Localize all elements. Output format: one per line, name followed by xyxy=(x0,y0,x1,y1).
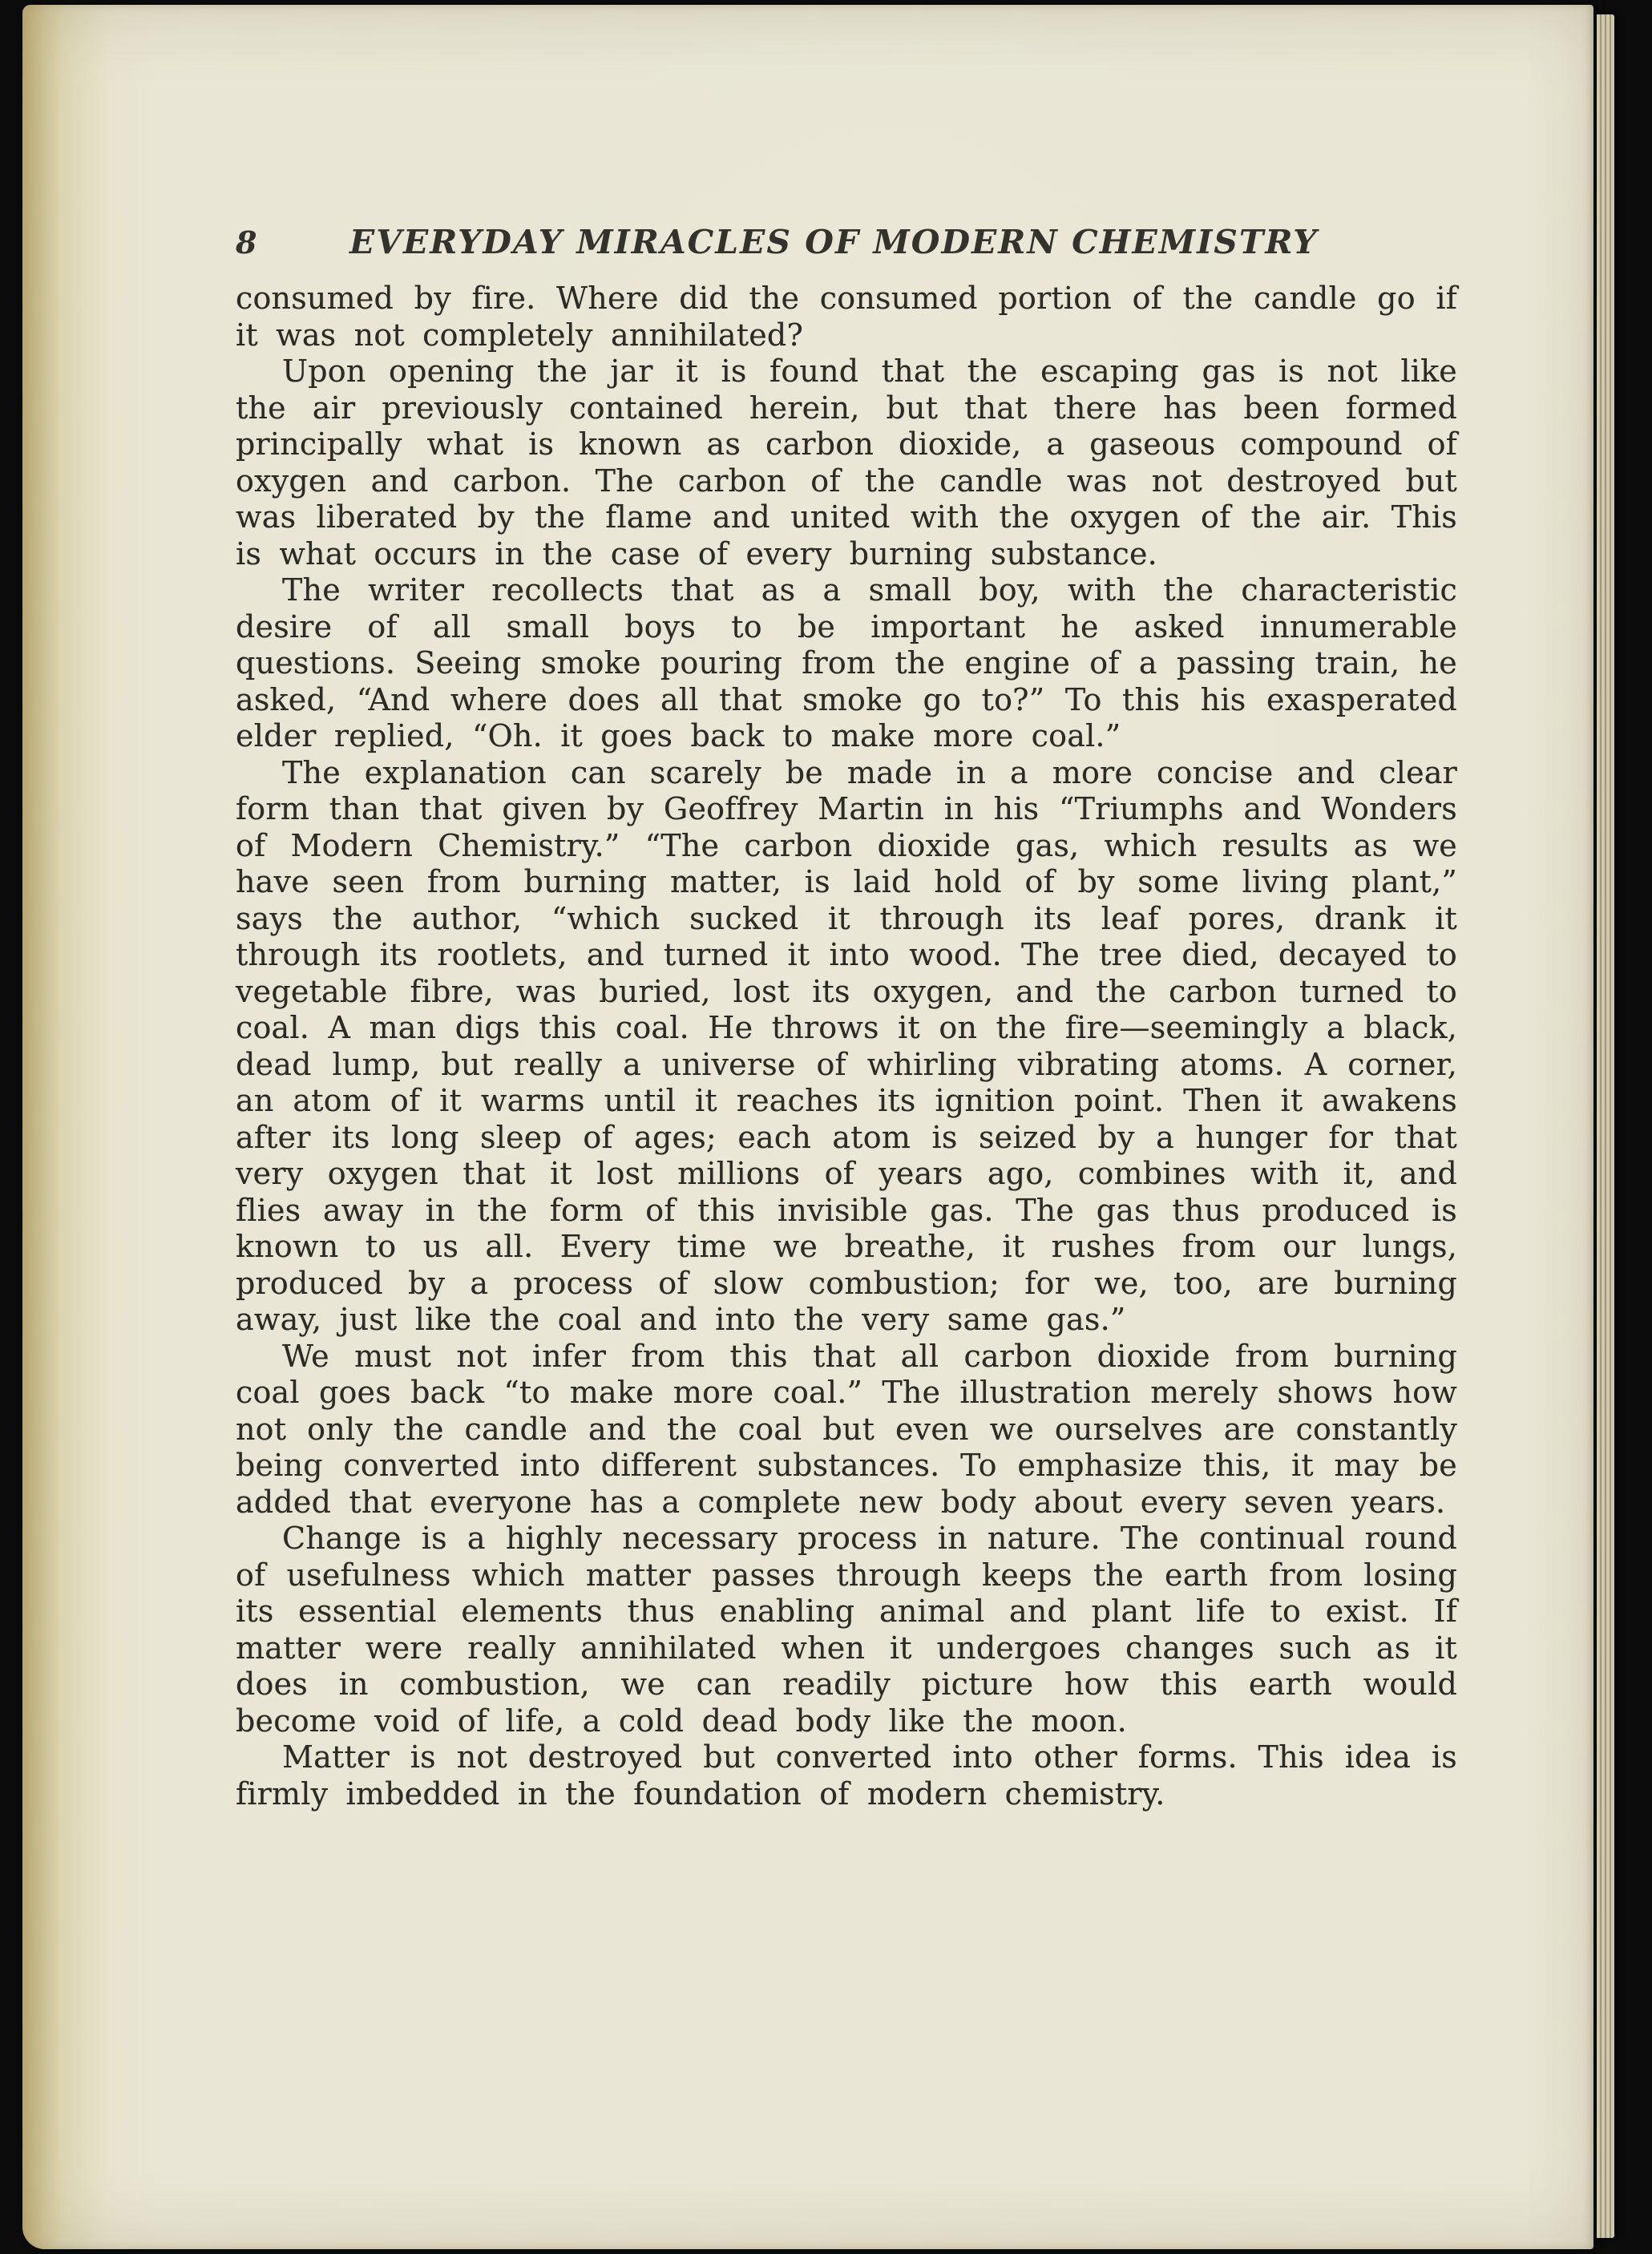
paragraph: Change is a highly necessary process in nature. The continual round of usefulness which matter passes through keeps the earth from losing its essential elements thus enabling animal and plant life to exist. If matter were really annihilated when it undergoes changes such as it does in combustion, we can readily picture how this earth would become void of life, a cold dead body like the moon. xyxy=(236,1521,1457,1739)
body-text xyxy=(236,281,1457,1812)
page-content xyxy=(236,223,1457,1812)
paragraph: Upon opening the jar it is found that the escaping gas is not like the air previously contained herein, but that there has been formed principally what is known as carbon dioxide, a gaseous compound of oxygen and carbon. The carbon of the candle was not destroyed but was liberated by the flame and united with the oxygen of the air. This is what occurs in the case of every burning substance. xyxy=(236,353,1457,572)
binding-edge xyxy=(22,5,59,2249)
paragraph: consumed by fire. Where did the consumed portion of the candle go if it was not completely annihilated? xyxy=(236,281,1457,353)
running-title: EVERYDAY MIRACLES OF MODERN CHEMISTRY xyxy=(349,223,1319,261)
paragraph: Matter is not destroyed but converted into other forms. This idea is firmly imbedded in the foundation of modern chemistry. xyxy=(236,1739,1457,1812)
adjacent-page-edge xyxy=(1597,14,1614,2238)
paragraph: We must not infer from this that all carbon dioxide from burning coal goes back “to make more coal.” The illustration merely shows how not only the candle and the coal but even we ourselves are constantly being converted into different substances. To emphasize this, it may be added that everyone has a complete new body about every seven years. xyxy=(236,1338,1457,1520)
page-number: 8 xyxy=(236,224,259,261)
book-page xyxy=(22,5,1593,2249)
paragraph: The writer recollects that as a small boy, with the characteristic desire of all small boys to be important he asked innumerable questions. Seeing smoke pouring from the engine of a passing train, he asked, “And where does all that smoke go to?” To this his exasperated elder replied, “Oh. it goes back to make more coal.” xyxy=(236,572,1457,753)
paragraph: The explanation can scarely be made in a more concise and clear form than that given by Geoffrey Martin in his “Triumphs and Wonders of Modern Chemistry.” “The carbon dioxide gas, which results as we have seen from burning matter, is laid hold of by some living plant,” says the author, “which sucked it through its leaf pores, drank it through its rootlets, and turned it into wood. The tree died, decayed to vegetable fibre, was buried, lost its oxygen, and the carbon turned to coal. A man digs this coal. He throws it on the fire—seemingly a black, dead lump, but really a universe of whirling vibrating atoms. A corner, an atom of it warms until it reaches its ignition point. Then it awakens after its long sleep of ages; each atom is seized by a hunger for that very oxygen that it lost millions of years ago, combines with it, and flies away in the form of this invisible gas. The gas thus produced is known to us all. Every time we breathe, it rushes from our lungs, produced by a process of slow combustion; for we, too, are burning away, just like the coal and into the very same gas.” xyxy=(236,754,1457,1337)
page-header xyxy=(236,223,1457,261)
